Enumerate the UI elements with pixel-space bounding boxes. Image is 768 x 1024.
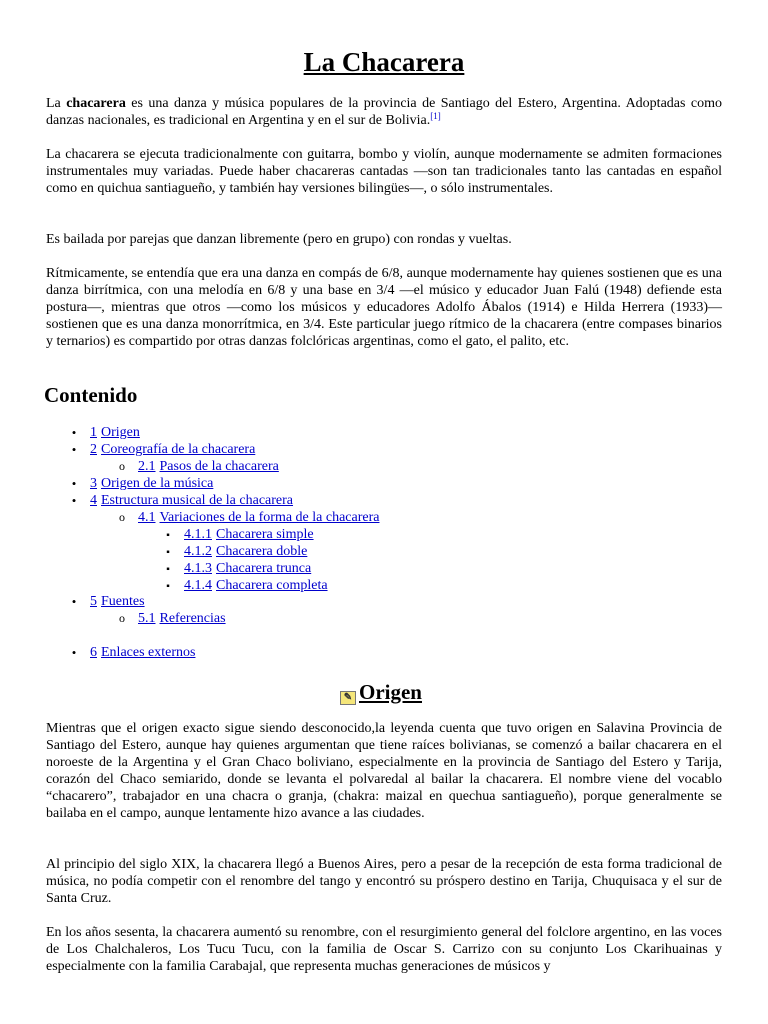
toc-heading: Contenido [44, 383, 138, 407]
intro-paragraph-4: Rítmicamente, se entendía que era una danza en compás de 6/8, aunque modernamente hay quienes sostienen que es una danza birrítmica, con una melodía en 6/8 y una base en 3/4 —el músico y educador Juan Falú (1948) defiende esta postura—, mientras que otros —como los músicos y educadores Adolfo Ábalos (1914) e Hilda Herrera (1933)— sostienen que es una danza monorrítmica, en 3/4. Este particular juego rítmico de la chacarera (entre compases binarios y ternarios) es compartido por otras danzas folclóricas argentinas, como el gato, el palito, etc. [46, 266, 722, 349]
toc-item-estructura[interactable]: • 4 Estructura musical de la chacarera [90, 492, 293, 509]
toc-item-pasos[interactable]: o 2.1 Pasos de la chacarera [138, 458, 279, 475]
intro-text-before: La [46, 96, 67, 111]
toc-item-completa[interactable]: ▪ 4.1.4 Chacarera completa [184, 577, 328, 594]
reference-link-1[interactable]: [1] [430, 111, 441, 121]
toc-item-enlaces[interactable]: • 6 Enlaces externos [90, 644, 195, 661]
toc-item-origen-musica[interactable]: • 3 Origen de la música [90, 475, 213, 492]
edit-icon[interactable]: ✎ [340, 691, 356, 705]
toc-item-origen[interactable]: • 1 Origen [90, 424, 140, 441]
origen-paragraph-1: Mientras que el origen exacto sigue siendo desconocido,la leyenda cuenta que tuvo origen en Salavina Provincia de Santiago del Estero, aunque hay quienes argumentan que tiene raíces bolivianas, se comenzó a bailar chacarera en el noroeste de la Argentina y el Gran Chaco boliviano, especialmente en la provincia de Santiago del Estero y Tarija, corazón del Chaco semiarido, donde se levanta el polvaredal al bailar la chacarera. El nombre viene del vocablo “chacarero”, trabajador en una chacra o granja, (chakra: maizal en quechua santiagueño), porque generalmente se bailaba en el campo, aunque lentamente hizo avance a las ciudades. [46, 721, 722, 821]
toc-item-simple[interactable]: ▪ 4.1.1 Chacarera simple [184, 526, 314, 543]
section-heading-origen: ✎ Origen [340, 679, 422, 705]
intro-bold-term: chacarera [66, 96, 126, 111]
origen-paragraph-2: Al principio del siglo XIX, la chacarera llegó a Buenos Aires, pero a pesar de la recepción de esta forma tradicional de música, no podía competir con el renombre del tango y encontró su próspero destino en Tarija, Chuquisaca y el sur de Santa Cruz. [46, 857, 722, 906]
origen-paragraph-3: En los años sesenta, la chacarera aumentó su renombre, con el resurgimiento general del folclore argentino, en las voces de Los Chalchaleros, Los Tucu Tucu, con la familia de Oscar S. Carrizo con su conjunto Los Ckarihuainas y especialmente con la familia Carabajal, que representa muchas generaciones de músicos y [46, 925, 722, 974]
page-title: La Chacarera [303, 47, 465, 77]
toc-item-trunca[interactable]: ▪ 4.1.3 Chacarera trunca [184, 560, 311, 577]
toc-item-referencias[interactable]: o 5.1 Referencias [138, 610, 226, 627]
toc-item-variaciones[interactable]: o 4.1 Variaciones de la forma de la chacarera [138, 509, 379, 526]
intro-paragraph-2: La chacarera se ejecuta tradicionalmente con guitarra, bombo y violín, aunque modernamente se admiten formaciones instrumentales muy variadas. Puede haber chacareras cantadas —son tan tradicionales tanto las cantadas en español como en quichua santiagueño, y también hay versiones bilingües—, o sólo instrumentales. [46, 147, 722, 196]
intro-paragraph-1 [46, 95, 722, 129]
intro-text-after: es una danza y música populares de la provincia de Santiago del Estero, Argentina. Adoptadas como danzas nacionales, es tradicional en Argentina y en el sur de Bolivia. [46, 96, 722, 128]
toc-item-fuentes[interactable]: • 5 Fuentes [90, 593, 145, 610]
toc-item-doble[interactable]: ▪ 4.1.2 Chacarera doble [184, 543, 307, 560]
intro-paragraph-3: Es bailada por parejas que danzan libremente (pero en grupo) con rondas y vueltas. [46, 232, 512, 247]
toc-item-coreografia[interactable]: • 2 Coreografía de la chacarera [90, 441, 255, 458]
